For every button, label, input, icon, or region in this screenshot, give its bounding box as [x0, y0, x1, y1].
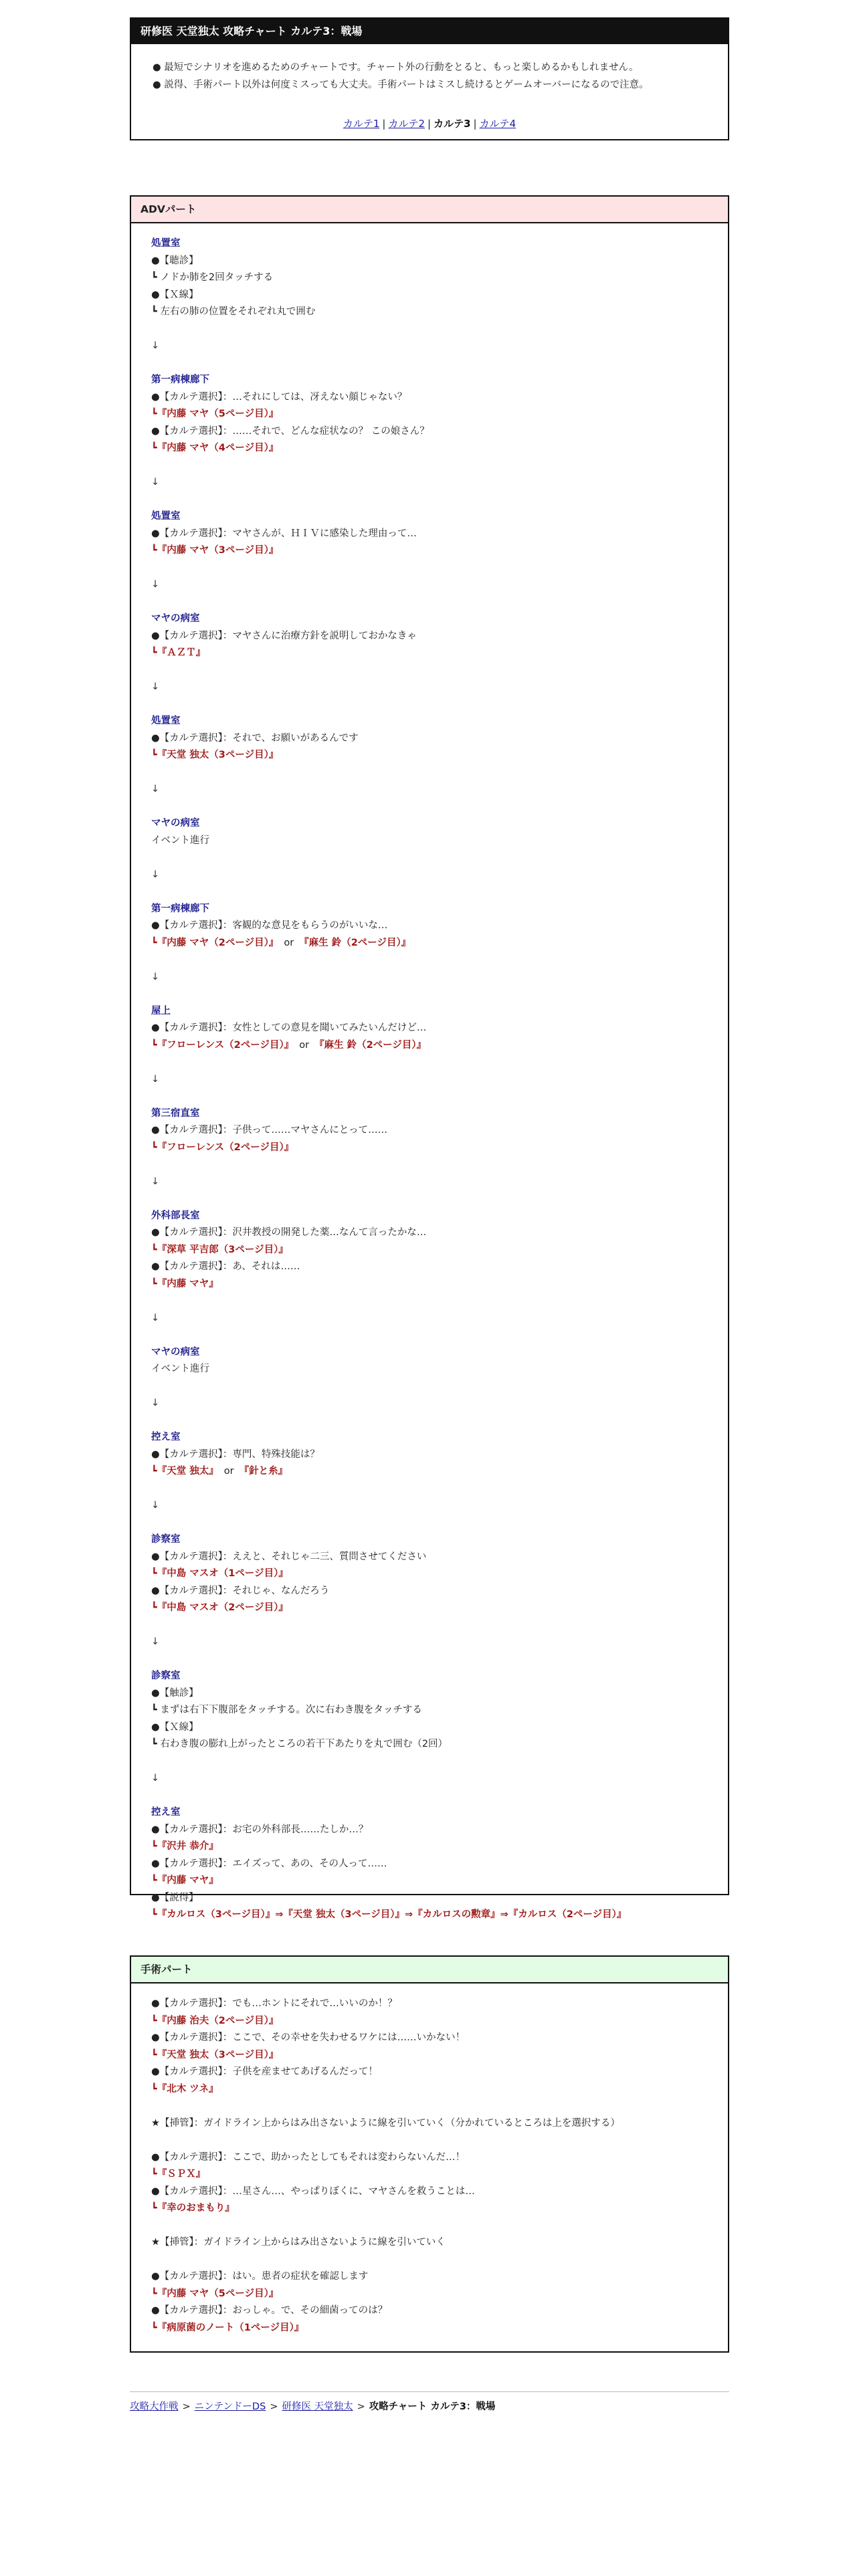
down-arrow-icon — [151, 679, 728, 696]
or-text: or — [284, 937, 294, 948]
spacer — [151, 492, 728, 509]
answer-line — [151, 1907, 728, 1924]
location-heading — [151, 1531, 728, 1549]
karte-link-1[interactable]: カルテ1 — [343, 118, 380, 130]
step-line — [151, 423, 728, 441]
step-text: ●【カルテ選択】：おっしゃ。で、その細菌ってのは？ — [151, 2305, 388, 2316]
spacer — [151, 1293, 728, 1310]
surgery-chart-list — [131, 1983, 728, 2337]
step-text: ★【挿管】：ガイドライン上からはみ出さないように線を引いていく — [151, 2237, 446, 2248]
answer-line — [151, 440, 728, 457]
step-text: ●【カルテ選択】：ここで、その幸せを失わせるワケには……いかない！ — [151, 2032, 466, 2043]
step-line — [151, 270, 728, 287]
step-line — [151, 1361, 728, 1378]
spacer — [151, 321, 728, 338]
spacer — [151, 952, 728, 969]
spacer — [151, 1788, 728, 1805]
answer-line — [151, 935, 728, 952]
step-text: ●【カルテ選択】：…それにしては、冴えない顔じゃない？ — [151, 391, 407, 403]
answer-line — [151, 1600, 728, 1617]
breadcrumb-link-top[interactable]: 攻略大作戦 — [130, 2401, 179, 2412]
location-heading — [151, 1208, 728, 1225]
spacer — [151, 1054, 728, 1071]
spacer — [151, 1378, 728, 1396]
spacer — [151, 2252, 728, 2269]
karte-link-4[interactable]: カルテ4 — [479, 118, 516, 130]
answer-text: ┗『ＡＺＴ』 — [151, 647, 206, 658]
spacer — [151, 560, 728, 577]
answer-text: ┗『内藤 マヤ』 — [151, 1278, 219, 1289]
arrow-glyph: ↓ — [151, 784, 160, 794]
answer-line — [151, 1872, 728, 1890]
step-line — [151, 1685, 728, 1703]
step-line — [151, 1856, 728, 1873]
spacer — [151, 594, 728, 611]
answer-line — [151, 2081, 728, 2099]
step-line — [151, 1020, 728, 1037]
down-arrow-icon — [151, 338, 728, 355]
step-line — [151, 287, 728, 304]
step-text: イベント進行 — [151, 835, 209, 846]
step-text: ●【カルテ選択】：エイズって、あの、その人って…… — [151, 1858, 387, 1869]
answer-alt-text: 『麻生 鈴（2ページ目）』 — [299, 937, 411, 948]
step-text: ●【カルテ選択】：でも…ホントにそれで…いいのか！？ — [151, 1998, 397, 2009]
location-heading — [151, 1429, 728, 1446]
down-arrow-icon — [151, 576, 728, 594]
step-text: ●【カルテ選択】：マヤさんに治療方針を説明しておかなきゃ — [151, 630, 417, 641]
location-name: 第一病棟廊下 — [151, 374, 209, 385]
location-heading — [151, 1003, 728, 1021]
karte-separator: | — [473, 118, 477, 130]
step-line — [151, 389, 728, 407]
answer-text: ┗『ＳＰＸ』 — [151, 2169, 206, 2179]
page-title: 研修医 天堂独太 攻略チャート カルテ3：戦場 — [131, 19, 728, 44]
breadcrumb-separator: > — [182, 2401, 191, 2412]
step-line — [151, 1719, 728, 1737]
spacer — [151, 1651, 728, 1669]
breadcrumb-separator: > — [270, 2401, 278, 2412]
step-line — [151, 526, 728, 543]
step-text: ●【カルテ選択】：…星さん…、やっぱりぼくに、マヤさんを救うことは… — [151, 2185, 475, 2197]
step-text: ┗ 右わき腹の膨れ上がったところの若干下あたりを丸で囲む（2回） — [151, 1739, 448, 1749]
location-heading — [151, 235, 728, 253]
step-line — [151, 1122, 728, 1140]
answer-text: ┗『フローレンス（2ページ目）』 — [151, 1142, 294, 1153]
location-heading — [151, 901, 728, 918]
down-arrow-icon — [151, 781, 728, 798]
location-heading — [151, 815, 728, 833]
down-arrow-icon — [151, 1310, 728, 1327]
answer-line — [151, 645, 728, 662]
step-line — [151, 304, 728, 321]
arrow-glyph: ↓ — [151, 1312, 160, 1323]
step-text: ●【カルテ選択】：それじゃ、なんだろう — [151, 1585, 330, 1596]
spacer — [151, 2098, 728, 2115]
step-text: ●【カルテ選択】：客観的な意見をもらうのがいいな… — [151, 920, 388, 931]
step-line — [151, 2302, 728, 2320]
answer-text: ┗『天堂 独太（3ページ目）』 — [151, 750, 279, 760]
adv-chart-list — [131, 223, 728, 1924]
spacer — [151, 1190, 728, 1208]
step-text: ●【聴診】 — [151, 255, 199, 266]
answer-text: ┗『沢井 恭介』 — [151, 1841, 219, 1852]
location-name: 第三宿直室 — [151, 1107, 200, 1119]
step-line — [151, 2149, 728, 2167]
step-text: ●【カルテ選択】：子供って……マヤさんにとって…… — [151, 1125, 388, 1136]
arrow-glyph: ↓ — [151, 477, 160, 488]
or-text: or — [223, 1466, 234, 1477]
answer-line — [151, 747, 728, 764]
step-line — [151, 1446, 728, 1464]
down-arrow-icon — [151, 1770, 728, 1788]
step-text: ●【カルテ選択】：それで、お願いがあるんです — [151, 732, 359, 744]
spacer — [151, 2218, 728, 2235]
step-text: ●【カルテ選択】：ここで、助かったとしてもそれは変わらないんだ…！ — [151, 2151, 466, 2163]
step-line — [151, 2030, 728, 2047]
arrow-glyph: ↓ — [151, 340, 160, 351]
spacer — [151, 849, 728, 867]
answer-text: ┗『幸のおまもり』 — [151, 2203, 235, 2214]
step-line — [151, 2064, 728, 2081]
arrow-glyph: ↓ — [151, 1500, 160, 1511]
step-text: ●【Ｘ線】 — [151, 1721, 199, 1733]
adv-heading: ADVパート — [131, 197, 728, 223]
arrow-glyph: ↓ — [151, 681, 160, 692]
answer-line — [151, 406, 728, 423]
spacer — [151, 1617, 728, 1634]
location-name: 処置室 — [151, 511, 181, 522]
step-text: ●【カルテ選択】：ええと、それじゃ二三、質問させてください — [151, 1551, 427, 1562]
step-line — [151, 833, 728, 850]
answer-text: ┗『北木 ツネ』 — [151, 2083, 219, 2095]
answer-text: ┗『内藤 マヤ（3ページ目）』 — [151, 545, 279, 556]
answer-line — [151, 1463, 728, 1481]
step-text: ┗ まずは右下下腹部をタッチする。次に右わき腹をタッチする — [151, 1705, 422, 1715]
step-line — [151, 1996, 728, 2013]
answer-line — [151, 2200, 728, 2218]
location-name: 控え室 — [151, 1807, 181, 1818]
step-line — [151, 1549, 728, 1566]
arrow-glyph: ↓ — [151, 971, 160, 982]
step-text: ★【挿管】：ガイドライン上からはみ出さないように線を引いていく（分かれているところは上を選択する） — [151, 2117, 620, 2129]
answer-text: ┗『内藤 マヤ（5ページ目）』 — [151, 2288, 279, 2299]
down-arrow-icon — [151, 1395, 728, 1412]
step-line — [151, 2268, 728, 2286]
arrow-glyph: ↓ — [151, 1176, 160, 1187]
location-heading — [151, 611, 728, 628]
location-heading — [151, 372, 728, 389]
down-arrow-icon — [151, 1071, 728, 1089]
step-line — [151, 1224, 728, 1242]
breadcrumb-link-game[interactable]: 研修医 天堂独太 — [282, 2401, 353, 2412]
step-line — [151, 1822, 728, 1839]
spacer — [151, 2132, 728, 2149]
step-line — [151, 253, 728, 270]
breadcrumb — [130, 2391, 729, 2413]
spacer — [151, 355, 728, 372]
answer-line — [151, 1037, 728, 1055]
step-text: ●【カルテ選択】：沢井教授の開発した薬…なんて言ったかな… — [151, 1227, 427, 1238]
answer-text: ┗『フローレンス（2ページ目）』 — [151, 1039, 294, 1051]
step-line — [151, 1583, 728, 1600]
karte-separator: | — [427, 118, 432, 130]
step-text: ●【カルテ選択】：はい。患者の症状を確認します — [151, 2271, 369, 2282]
step-line — [151, 1736, 728, 1753]
down-arrow-icon — [151, 474, 728, 492]
answer-line — [151, 1838, 728, 1856]
location-name: マヤの病室 — [151, 818, 200, 829]
arrow-glyph: ↓ — [151, 1636, 160, 1647]
location-name: 第一病棟廊下 — [151, 903, 209, 914]
spacer — [151, 764, 728, 782]
step-text: ●【カルテ選択】：あ、それは…… — [151, 1261, 300, 1272]
step-text: ●【Ｘ線】 — [151, 289, 199, 300]
answer-text: ┗『深草 平吉郎（3ページ目）』 — [151, 1244, 288, 1255]
step-text: ●【カルテ選択】：専門、特殊技能は？ — [151, 1448, 320, 1460]
step-line — [151, 918, 728, 935]
location-heading — [151, 1105, 728, 1123]
breadcrumb-separator: > — [357, 2401, 365, 2412]
down-arrow-icon — [151, 867, 728, 884]
answer-text: ┗『中島 マスオ（2ページ目）』 — [151, 1602, 288, 1613]
karte-separator: | — [382, 118, 386, 130]
location-heading — [151, 713, 728, 730]
location-heading — [151, 1668, 728, 1685]
spacer — [151, 1515, 728, 1532]
step-line — [151, 2115, 728, 2133]
step-line — [151, 2234, 728, 2252]
spacer — [151, 883, 728, 901]
answer-line — [151, 2013, 728, 2030]
step-line — [151, 1890, 728, 1907]
location-name: マヤの病室 — [151, 1346, 200, 1358]
step-text: ●【カルテ選択】：女性としての意見を聞いてみたいんだけど… — [151, 1023, 427, 1033]
intro-notes — [131, 44, 728, 130]
answer-alt-text: 『麻生 鈴（2ページ目）』 — [314, 1039, 427, 1051]
step-line — [151, 1259, 728, 1276]
arrow-glyph: ↓ — [151, 1398, 160, 1408]
spacer — [151, 662, 728, 679]
location-name: 処置室 — [151, 716, 181, 726]
surgery-heading: 手術パート — [131, 1957, 728, 1983]
down-arrow-icon — [151, 969, 728, 986]
step-text: イベント進行 — [151, 1364, 209, 1374]
answer-text: ┗『天堂 独太』 — [151, 1466, 219, 1477]
answer-line — [151, 2320, 728, 2337]
location-name: 外科部長室 — [151, 1210, 200, 1221]
answer-line — [151, 542, 728, 560]
location-heading — [151, 1804, 728, 1822]
answer-text: ┗『内藤 マヤ（2ページ目）』 — [151, 937, 279, 948]
spacer — [151, 1088, 728, 1105]
location-heading — [151, 508, 728, 526]
step-text: ┗ 左右の肺の位置をそれぞれ丸で囲む — [151, 306, 316, 317]
intro-line: ● 最短でシナリオを進めるためのチャートです。チャート外の行動をとると、もっと楽しめるかもしれません。 — [153, 62, 639, 73]
answer-text: ┗『カルロス（3ページ目）』⇒『天堂 独太（3ページ目）』⇒『カルロスの勲章』⇒『カルロス（2ページ目）』 — [151, 1909, 627, 1920]
answer-text: ┗『病原菌のノート（1ページ目）』 — [151, 2322, 304, 2333]
location-heading — [151, 1344, 728, 1362]
spacer — [151, 986, 728, 1003]
title-panel — [130, 17, 729, 140]
step-line — [151, 2183, 728, 2201]
step-line — [151, 628, 728, 645]
breadcrumb-current: 攻略チャート カルテ3：戦場 — [369, 2401, 496, 2412]
spacer — [151, 457, 728, 475]
step-text: ●【カルテ選択】：お宅の外科部長……たしか…？ — [151, 1824, 369, 1835]
answer-line — [151, 2286, 728, 2303]
answer-line — [151, 1140, 728, 1157]
spacer — [151, 1327, 728, 1344]
answer-text: ┗『内藤 治夫（2ページ目）』 — [151, 2015, 279, 2026]
answer-line — [151, 1242, 728, 1259]
step-text: ●【触診】 — [151, 1687, 199, 1699]
spacer — [151, 1481, 728, 1498]
location-name: 屋上 — [151, 1005, 171, 1016]
answer-line — [151, 1276, 728, 1293]
step-line — [151, 730, 728, 748]
karte-nav — [153, 116, 706, 130]
answer-text: ┗『内藤 マヤ（4ページ目）』 — [151, 443, 279, 453]
karte-current-3: カルテ3 — [434, 118, 471, 130]
spacer — [151, 1156, 728, 1174]
answer-text: ┗『中島 マスオ（1ページ目）』 — [151, 1568, 288, 1579]
spacer — [151, 696, 728, 714]
step-text: ●【説得】 — [151, 1892, 199, 1903]
location-name: マヤの病室 — [151, 613, 200, 624]
spacer — [151, 1753, 728, 1771]
down-arrow-icon — [151, 1497, 728, 1515]
answer-line — [151, 2166, 728, 2183]
answer-text: ┗『天堂 独太（3ページ目）』 — [151, 2049, 279, 2060]
answer-line — [151, 2047, 728, 2064]
step-text: ┗ ノドか肺を2回タッチする — [151, 272, 274, 283]
location-name: 診察室 — [151, 1671, 181, 1681]
or-text: or — [299, 1039, 310, 1051]
down-arrow-icon — [151, 1174, 728, 1191]
spacer — [151, 1412, 728, 1430]
answer-line — [151, 1566, 728, 1583]
location-name: 控え室 — [151, 1432, 181, 1442]
arrow-glyph: ↓ — [151, 579, 160, 590]
location-name: 処置室 — [151, 238, 181, 249]
answer-text: ┗『内藤 マヤ』 — [151, 1875, 219, 1886]
adv-section — [130, 195, 729, 1920]
answer-text: ┗『内藤 マヤ（5ページ目）』 — [151, 409, 279, 419]
step-line — [151, 1702, 728, 1719]
breadcrumb-link-ds[interactable]: ニンテンドーDS — [194, 2401, 266, 2412]
surgery-section — [130, 1955, 729, 2353]
answer-alt-text: 『針と糸』 — [239, 1466, 288, 1477]
arrow-glyph: ↓ — [151, 1073, 160, 1085]
location-name: 診察室 — [151, 1534, 181, 1545]
karte-link-2[interactable]: カルテ2 — [388, 118, 425, 130]
intro-line: ● 説得、手術パート以外は何度ミスっても大丈夫。手術パートはミスし続けるとゲームオーバーになるので注意。 — [153, 80, 649, 90]
step-text: ●【カルテ選択】：マヤさんが、ＨＩＶに感染した理由って… — [151, 528, 417, 539]
down-arrow-icon — [151, 1634, 728, 1651]
arrow-glyph: ↓ — [151, 869, 160, 880]
step-text: ●【カルテ選択】：……それで、どんな症状なの？ この娘さん？ — [151, 425, 430, 437]
spacer — [151, 798, 728, 816]
arrow-glyph: ↓ — [151, 1773, 160, 1784]
step-text: ●【カルテ選択】：子供を産ませてあげるんだって！ — [151, 2066, 378, 2077]
